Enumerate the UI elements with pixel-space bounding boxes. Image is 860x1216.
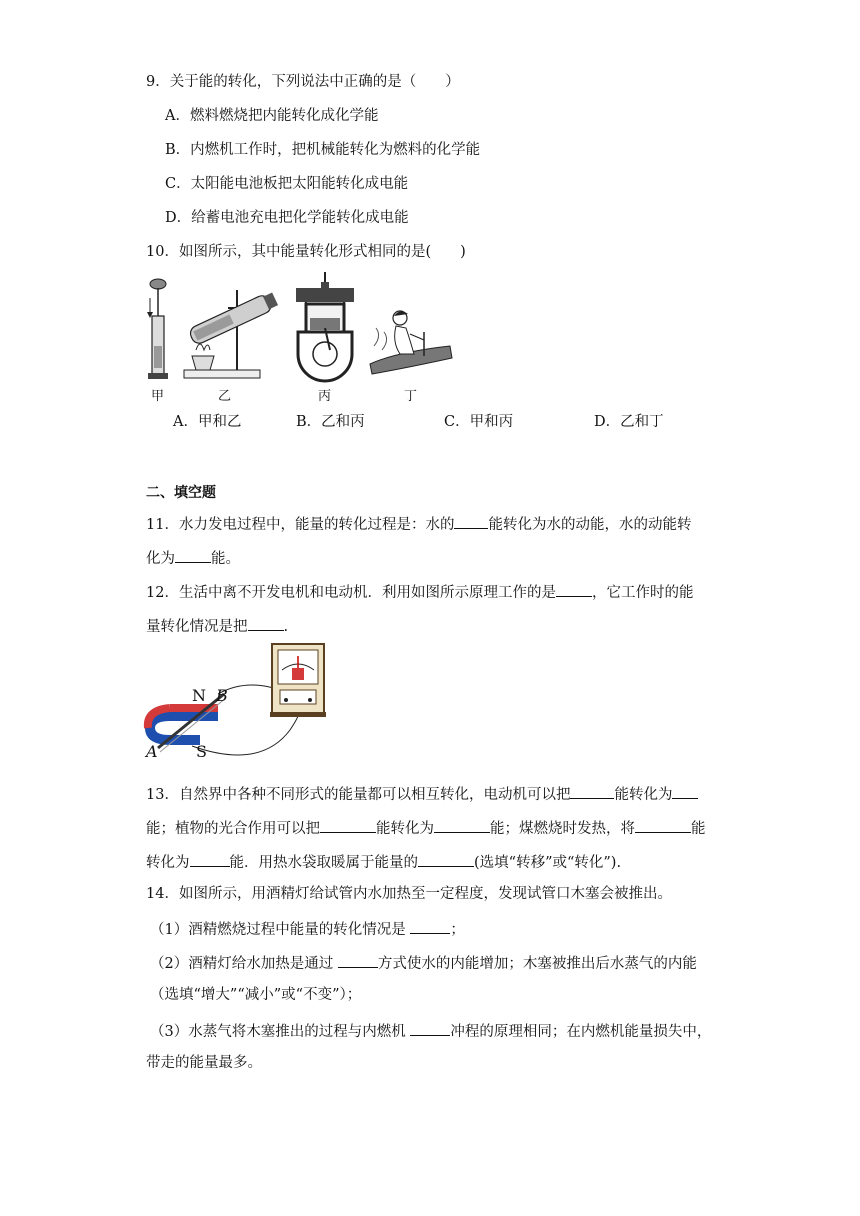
q9-option-a: A．燃料燃烧把内能转化成化学能 [165, 108, 379, 124]
q12-label-n: N [192, 686, 206, 705]
q13-line3 [146, 850, 621, 873]
q13-blank-7 [418, 850, 474, 867]
q12-blank-1 [556, 580, 592, 597]
q10-figure-ding [366, 306, 454, 376]
q13-blank-1 [570, 782, 614, 799]
q14-blank-1 [410, 917, 450, 934]
q12-text-c: 量转化情况是把 [146, 619, 248, 635]
q14-p1-text-b: ； [450, 922, 465, 938]
q10-figure-bing [292, 270, 358, 382]
q10-stem: 10．如图所示，其中能量转化形式相同的是( ) [146, 244, 466, 260]
q12-text-b: ，它工作时的能 [591, 585, 694, 601]
q10-figure-yi [182, 280, 282, 380]
q10-label-yi: 乙 [218, 389, 232, 404]
q9-option-d: D．给蓄电池充电把化学能转化成电能 [165, 210, 409, 226]
q10-figure-jia [140, 276, 180, 384]
q11-text-d: 能。 [211, 551, 240, 567]
q13-text-c: 能；植物的光合作用可以把 [146, 821, 320, 837]
q11-text-b: 能转化为水的动能，水的动能转 [488, 517, 692, 533]
q12-line1 [146, 580, 693, 603]
q12-line2 [146, 614, 288, 637]
q12-label-a: A [146, 742, 158, 761]
q11-text-c: 化为 [146, 551, 175, 567]
q14-part3-cont: 带走的能量最多。 [146, 1055, 262, 1071]
q13-blank-4 [434, 816, 490, 833]
q13-blank-3 [320, 816, 376, 833]
q12-text-a: 12．生活中离不开发电机和电动机．利用如图所示原理工作的是 [146, 585, 556, 601]
q10-label-jia: 甲 [151, 389, 165, 404]
q14-blank-2 [338, 951, 378, 968]
q14-part2 [150, 951, 697, 974]
q10-option-d: D．乙和丁 [594, 414, 664, 430]
q10-option-c: C．甲和丙 [444, 414, 514, 430]
q14-part3 [150, 1019, 711, 1042]
q14-stem: 14．如图所示，用酒精灯给试管内水加热至一定程度，发现试管口木塞会被推出。 [146, 886, 672, 902]
q11-text-a: 11．水力发电过程中，能量的转化过程是：水的 [146, 517, 455, 533]
q14-part1 [150, 917, 465, 940]
q11-blank-1 [454, 512, 488, 529]
q11-line1 [146, 512, 691, 535]
q13-text-f: 能 [691, 821, 706, 837]
q14-p2-text-b: 方式使水的内能增加；木塞被推出后水蒸气的内能 [377, 956, 697, 972]
q10-option-b: B．乙和丙 [296, 414, 365, 430]
q11-blank-2 [175, 546, 211, 563]
q13-line2 [146, 816, 706, 839]
q9-option-c: C．太阳能电池板把太阳能转化成电能 [165, 176, 409, 192]
q14-p1-text-a: （1）酒精燃烧过程中能量的转化情况是 [150, 922, 411, 938]
q13-line1 [146, 782, 698, 805]
q14-blank-3 [410, 1019, 450, 1036]
q9-stem: 9．关于能的转化，下列说法中正确的是（ ） [146, 74, 460, 90]
q13-blank-6 [190, 850, 230, 867]
q9-option-b: B．内燃机工作时，把机械能转化为燃料的化学能 [165, 142, 481, 158]
q12-label-s: S [196, 742, 207, 761]
q13-text-i: (选填“转移”或“转化”). [474, 855, 622, 871]
q13-text-e: 能；煤燃烧时发热，将 [490, 821, 635, 837]
q12-blank-2 [248, 614, 284, 631]
section-title: 二、填空题 [146, 485, 216, 501]
q13-blank-2 [672, 782, 698, 799]
q10-option-a: A．甲和乙 [173, 414, 242, 430]
q13-text-h: 能．用热水袋取暖属于能量的 [229, 855, 418, 871]
q11-line2 [146, 546, 240, 569]
q14-part2-cont: （选填“增大”“减小”或“不变”）； [150, 987, 362, 1003]
q12-label-b: B [216, 686, 228, 705]
q14-p3-text-a: （3）水蒸气将木塞推出的过程与内燃机 [150, 1024, 411, 1040]
q13-text-b: 能转化为 [614, 787, 673, 803]
q12-figure-generator [140, 640, 340, 770]
q10-label-ding: 丁 [404, 389, 418, 404]
q12-text-d: . [283, 619, 289, 635]
q10-label-bing: 丙 [318, 389, 332, 404]
q13-text-g: 转化为 [146, 855, 190, 871]
q14-p2-text-a: （2）酒精灯给水加热是通过 [150, 956, 338, 972]
q13-text-d: 能转化为 [376, 821, 434, 837]
q13-blank-5 [635, 816, 691, 833]
q13-text-a: 13．自然界中各种不同形式的能量都可以相互转化，电动机可以把 [146, 787, 571, 803]
q14-p3-text-b: 冲程的原理相同；在内燃机能量损失中， [450, 1024, 712, 1040]
